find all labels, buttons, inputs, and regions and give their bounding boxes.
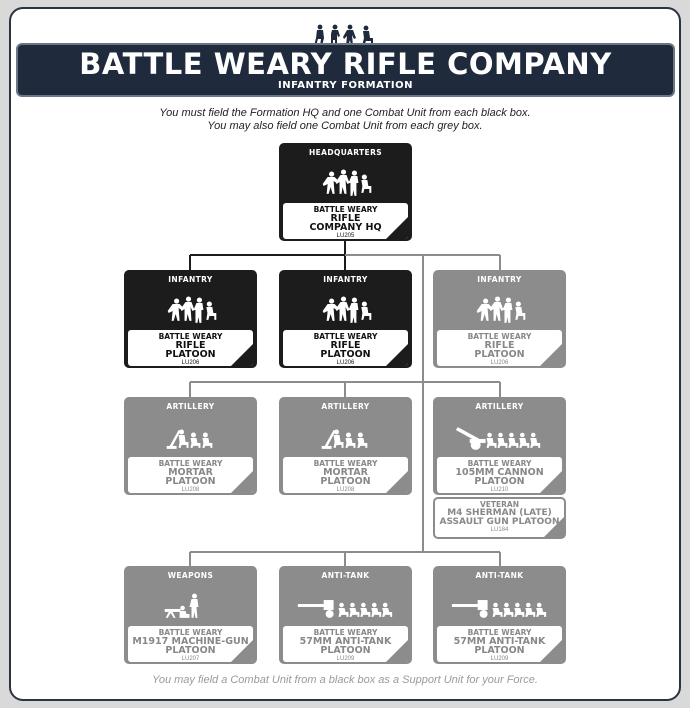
infantry-silhouette-icon bbox=[281, 167, 410, 199]
infantry-silhouette-icon bbox=[281, 294, 410, 326]
unit-category: ANTI-TANK bbox=[475, 571, 524, 580]
unit-card bbox=[437, 457, 562, 493]
unit-code: LU208 bbox=[336, 487, 355, 493]
unit-line2: RIFLE bbox=[175, 340, 206, 351]
footer-note: You may field a Combat Unit from a black box as a Support Unit for your Force. bbox=[152, 674, 538, 686]
unit-line2: 57MM ANTI-TANK bbox=[453, 636, 546, 647]
unit-page: 51 bbox=[398, 207, 408, 217]
unit-line3: PLATOON bbox=[474, 349, 525, 360]
page-subtitle: INFANTRY FORMATION bbox=[278, 80, 413, 91]
extra-card-code: LU184 bbox=[490, 527, 509, 533]
unit-line1: BATTLE WEARY bbox=[158, 332, 223, 341]
sherman-assault-gun-card[interactable] bbox=[433, 497, 566, 539]
unit-page: 51 bbox=[398, 334, 408, 344]
page-corner bbox=[544, 507, 564, 537]
page-corner bbox=[231, 461, 253, 493]
unit-code: LU206 bbox=[181, 360, 200, 366]
unit-box-weapons-7[interactable] bbox=[124, 566, 257, 664]
page-corner bbox=[386, 630, 408, 662]
unit-card bbox=[283, 203, 408, 239]
machine-gun-crew-icon bbox=[126, 590, 255, 622]
unit-code: LU210 bbox=[490, 487, 509, 493]
page-corner bbox=[386, 461, 408, 493]
unit-line2: 57MM ANTI-TANK bbox=[299, 636, 392, 647]
unit-line2: RIFLE bbox=[330, 213, 361, 224]
extra-card-page: 27 bbox=[554, 507, 564, 517]
unit-line1: BATTLE WEARY bbox=[158, 628, 223, 637]
unit-line3: PLATOON bbox=[474, 645, 525, 656]
unit-box-infantry-1[interactable] bbox=[124, 270, 257, 368]
unit-box-headquarters-0[interactable] bbox=[279, 143, 412, 241]
mortar-crew-icon bbox=[281, 421, 410, 453]
unit-line1: BATTLE WEARY bbox=[313, 332, 378, 341]
unit-code: LU208 bbox=[181, 487, 200, 493]
unit-category: ARTILLERY bbox=[475, 402, 524, 411]
page-corner bbox=[386, 207, 408, 239]
unit-category: INFANTRY bbox=[323, 275, 368, 284]
unit-line1: BATTLE WEARY bbox=[313, 628, 378, 637]
unit-page: 52 bbox=[243, 461, 253, 471]
unit-page: 52 bbox=[243, 630, 253, 640]
unit-box-artillery-5[interactable] bbox=[279, 397, 412, 495]
unit-line1: BATTLE WEARY bbox=[467, 459, 532, 468]
unit-page: 53 bbox=[398, 630, 408, 640]
unit-category: ARTILLERY bbox=[321, 402, 370, 411]
unit-line1: BATTLE WEARY bbox=[467, 332, 532, 341]
unit-page: 52 bbox=[398, 461, 408, 471]
instruction-line-1: You must field the Formation HQ and one Combat Unit from each black box. bbox=[159, 107, 531, 119]
unit-card bbox=[283, 457, 408, 493]
page-corner bbox=[231, 334, 253, 366]
unit-category: HEADQUARTERS bbox=[308, 148, 383, 157]
page-corner bbox=[231, 630, 253, 662]
page-corner bbox=[540, 334, 562, 366]
unit-category: INFANTRY bbox=[168, 275, 213, 284]
howitzer-crew-icon bbox=[435, 421, 564, 453]
unit-line3: PLATOON bbox=[320, 645, 371, 656]
unit-box-anti-tank-9[interactable] bbox=[433, 566, 566, 664]
unit-box-artillery-4[interactable] bbox=[124, 397, 257, 495]
page-corner bbox=[540, 630, 562, 662]
unit-card bbox=[437, 626, 562, 662]
unit-box-anti-tank-8[interactable] bbox=[279, 566, 412, 664]
unit-line1: BATTLE WEARY bbox=[313, 205, 378, 214]
unit-line2: RIFLE bbox=[484, 340, 515, 351]
unit-code: LU209 bbox=[490, 656, 509, 662]
unit-card bbox=[128, 457, 253, 493]
unit-code: LU205 bbox=[336, 233, 355, 239]
infantry-silhouette-icon bbox=[126, 294, 255, 326]
page-corner bbox=[540, 461, 562, 493]
unit-line3: PLATOON bbox=[165, 645, 216, 656]
unit-line3: PLATOON bbox=[320, 349, 371, 360]
unit-page: 51 bbox=[243, 334, 253, 344]
unit-card bbox=[283, 330, 408, 366]
unit-line2: MORTAR bbox=[323, 467, 368, 478]
anti-tank-gun-icon bbox=[281, 590, 410, 622]
unit-line2: RIFLE bbox=[330, 340, 361, 351]
unit-page: 53 bbox=[552, 630, 562, 640]
unit-page: 51 bbox=[552, 334, 562, 344]
page-title: BATTLE WEARY RIFLE COMPANY bbox=[79, 47, 612, 81]
unit-code: LU206 bbox=[336, 360, 355, 366]
extra-card-line3: ASSAULT GUN PLATOON bbox=[439, 517, 560, 527]
unit-category: WEAPONS bbox=[167, 571, 214, 580]
unit-card bbox=[283, 626, 408, 662]
unit-line1: BATTLE WEARY bbox=[313, 459, 378, 468]
unit-category: INFANTRY bbox=[477, 275, 522, 284]
unit-line3: PLATOON bbox=[165, 476, 216, 487]
unit-line3: PLATOON bbox=[320, 476, 371, 487]
instruction-line-2: You may also field one Combat Unit from each grey box. bbox=[207, 120, 483, 132]
unit-line2: 105MM CANNON bbox=[455, 467, 544, 478]
unit-line3: PLATOON bbox=[474, 476, 525, 487]
page-corner bbox=[386, 334, 408, 366]
extra-card-line1: VETERAN bbox=[479, 500, 520, 509]
unit-line3: PLATOON bbox=[165, 349, 216, 360]
unit-code: LU206 bbox=[490, 360, 509, 366]
unit-line3: COMPANY HQ bbox=[309, 222, 382, 233]
unit-line2: M1917 MACHINE-GUN bbox=[132, 636, 249, 647]
unit-card bbox=[437, 330, 562, 366]
anti-tank-gun-icon bbox=[435, 590, 564, 622]
unit-box-artillery-6[interactable] bbox=[433, 397, 566, 495]
unit-box-infantry-3[interactable] bbox=[433, 270, 566, 368]
unit-line2: MORTAR bbox=[168, 467, 213, 478]
infantry-silhouette-icon bbox=[435, 294, 564, 326]
extra-card-line2: M4 SHERMAN (LATE) bbox=[447, 508, 552, 518]
unit-box-infantry-2[interactable] bbox=[279, 270, 412, 368]
unit-code: LU207 bbox=[181, 656, 200, 662]
unit-line1: BATTLE WEARY bbox=[467, 628, 532, 637]
unit-code: LU209 bbox=[336, 656, 355, 662]
unit-category: ARTILLERY bbox=[166, 402, 215, 411]
unit-category: ANTI-TANK bbox=[321, 571, 370, 580]
unit-card bbox=[128, 330, 253, 366]
unit-card bbox=[128, 626, 253, 662]
unit-page: 53 bbox=[552, 461, 562, 471]
mortar-crew-icon bbox=[126, 421, 255, 453]
unit-line1: BATTLE WEARY bbox=[158, 459, 223, 468]
